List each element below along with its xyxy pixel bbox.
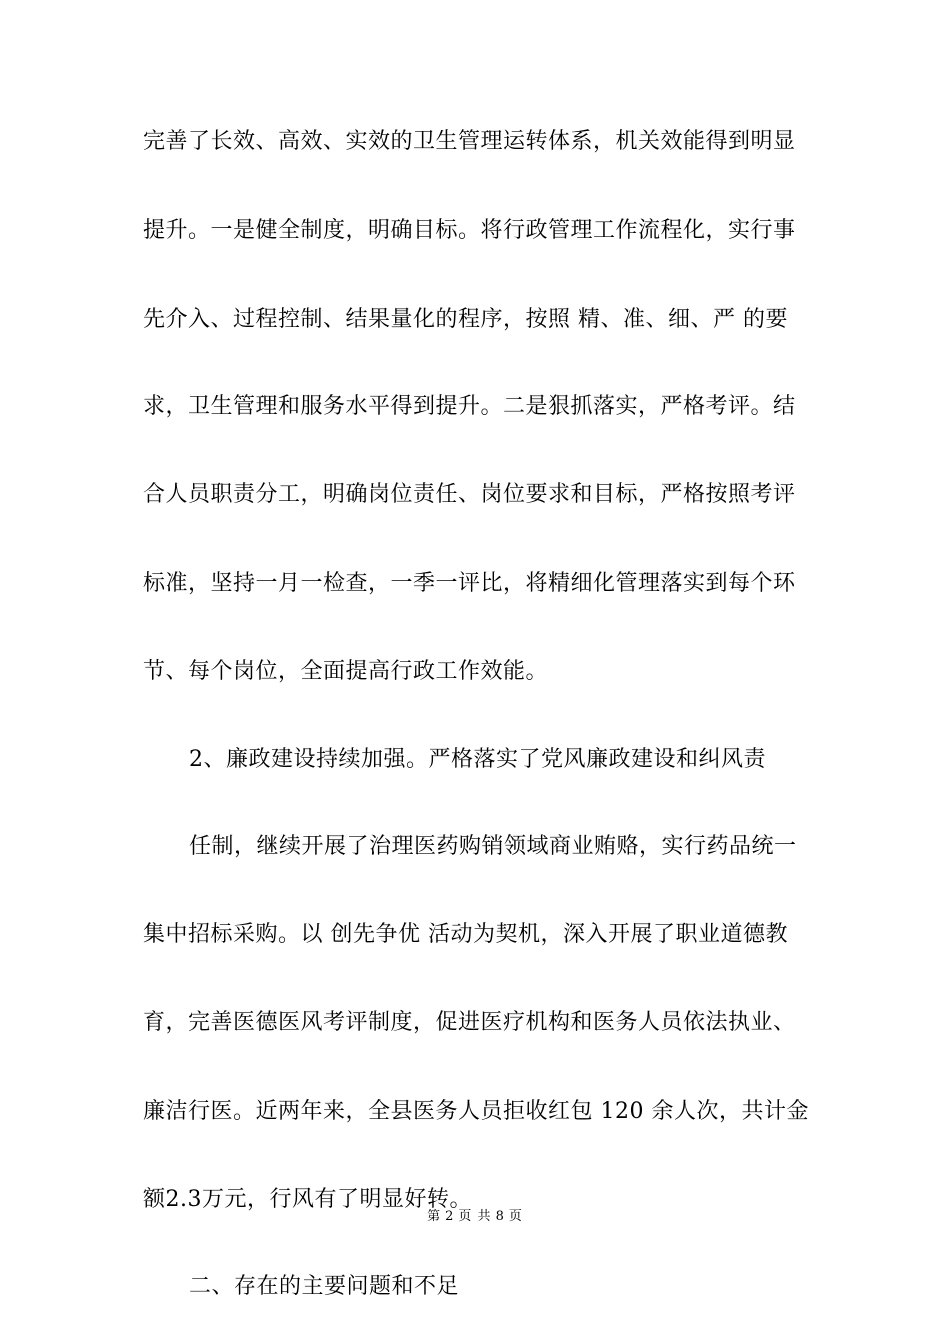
- footer-suffix: 页: [508, 1209, 523, 1224]
- paragraph-line: 标准，坚持一月一检查，一季一评比，将精细化管理落实到每个环: [143, 571, 796, 596]
- paragraph-line: 节、每个岗位，全面提高行政工作效能。: [143, 659, 549, 684]
- paragraph-line: 育，完善医德医风考评制度，促进医疗机构和医务人员依法执业、: [143, 1010, 796, 1035]
- paragraph-line: 提升。一是健全制度，明确目标。将行政管理工作流程化，实行事: [143, 218, 796, 243]
- paragraph-line: 额2.3万元，行风有了明显好转。: [143, 1187, 472, 1212]
- section-heading: 二、存在的主要问题和不足: [189, 1274, 460, 1299]
- page-footer: [0, 1208, 950, 1226]
- paragraph-line: 任制，继续开展了治理医药购销领域商业贿赂，实行药品统一: [189, 834, 797, 859]
- paragraph-line: 廉洁行医。近两年来，全县医务人员拒收红包 120 余人次，共计金: [143, 1099, 809, 1124]
- paragraph-line: 先介入、过程控制、结果量化的程序，按照 精、准、细、严 的要: [143, 307, 788, 332]
- footer-total-pages: 8: [495, 1209, 505, 1224]
- paragraph-line: 完善了长效、高效、实效的卫生管理运转体系，机关效能得到明显: [143, 129, 796, 154]
- paragraph-line: 求，卫生管理和服务水平得到提升。二是狠抓落实，严格考评。结: [143, 394, 796, 419]
- footer-middle: 页 共: [458, 1209, 492, 1224]
- footer-current-page: 2: [445, 1209, 455, 1224]
- paragraph-line: 2、廉政建设持续加强。严格落实了党风廉政建设和纠风责: [189, 747, 766, 772]
- paragraph-line: 合人员职责分工，明确岗位责任、岗位要求和目标，严格按照考评: [143, 482, 796, 507]
- paragraph-line: 集中招标采购。以 创先争优 活动为契机，深入开展了职业道德教: [143, 922, 788, 947]
- footer-prefix: 第: [427, 1209, 442, 1224]
